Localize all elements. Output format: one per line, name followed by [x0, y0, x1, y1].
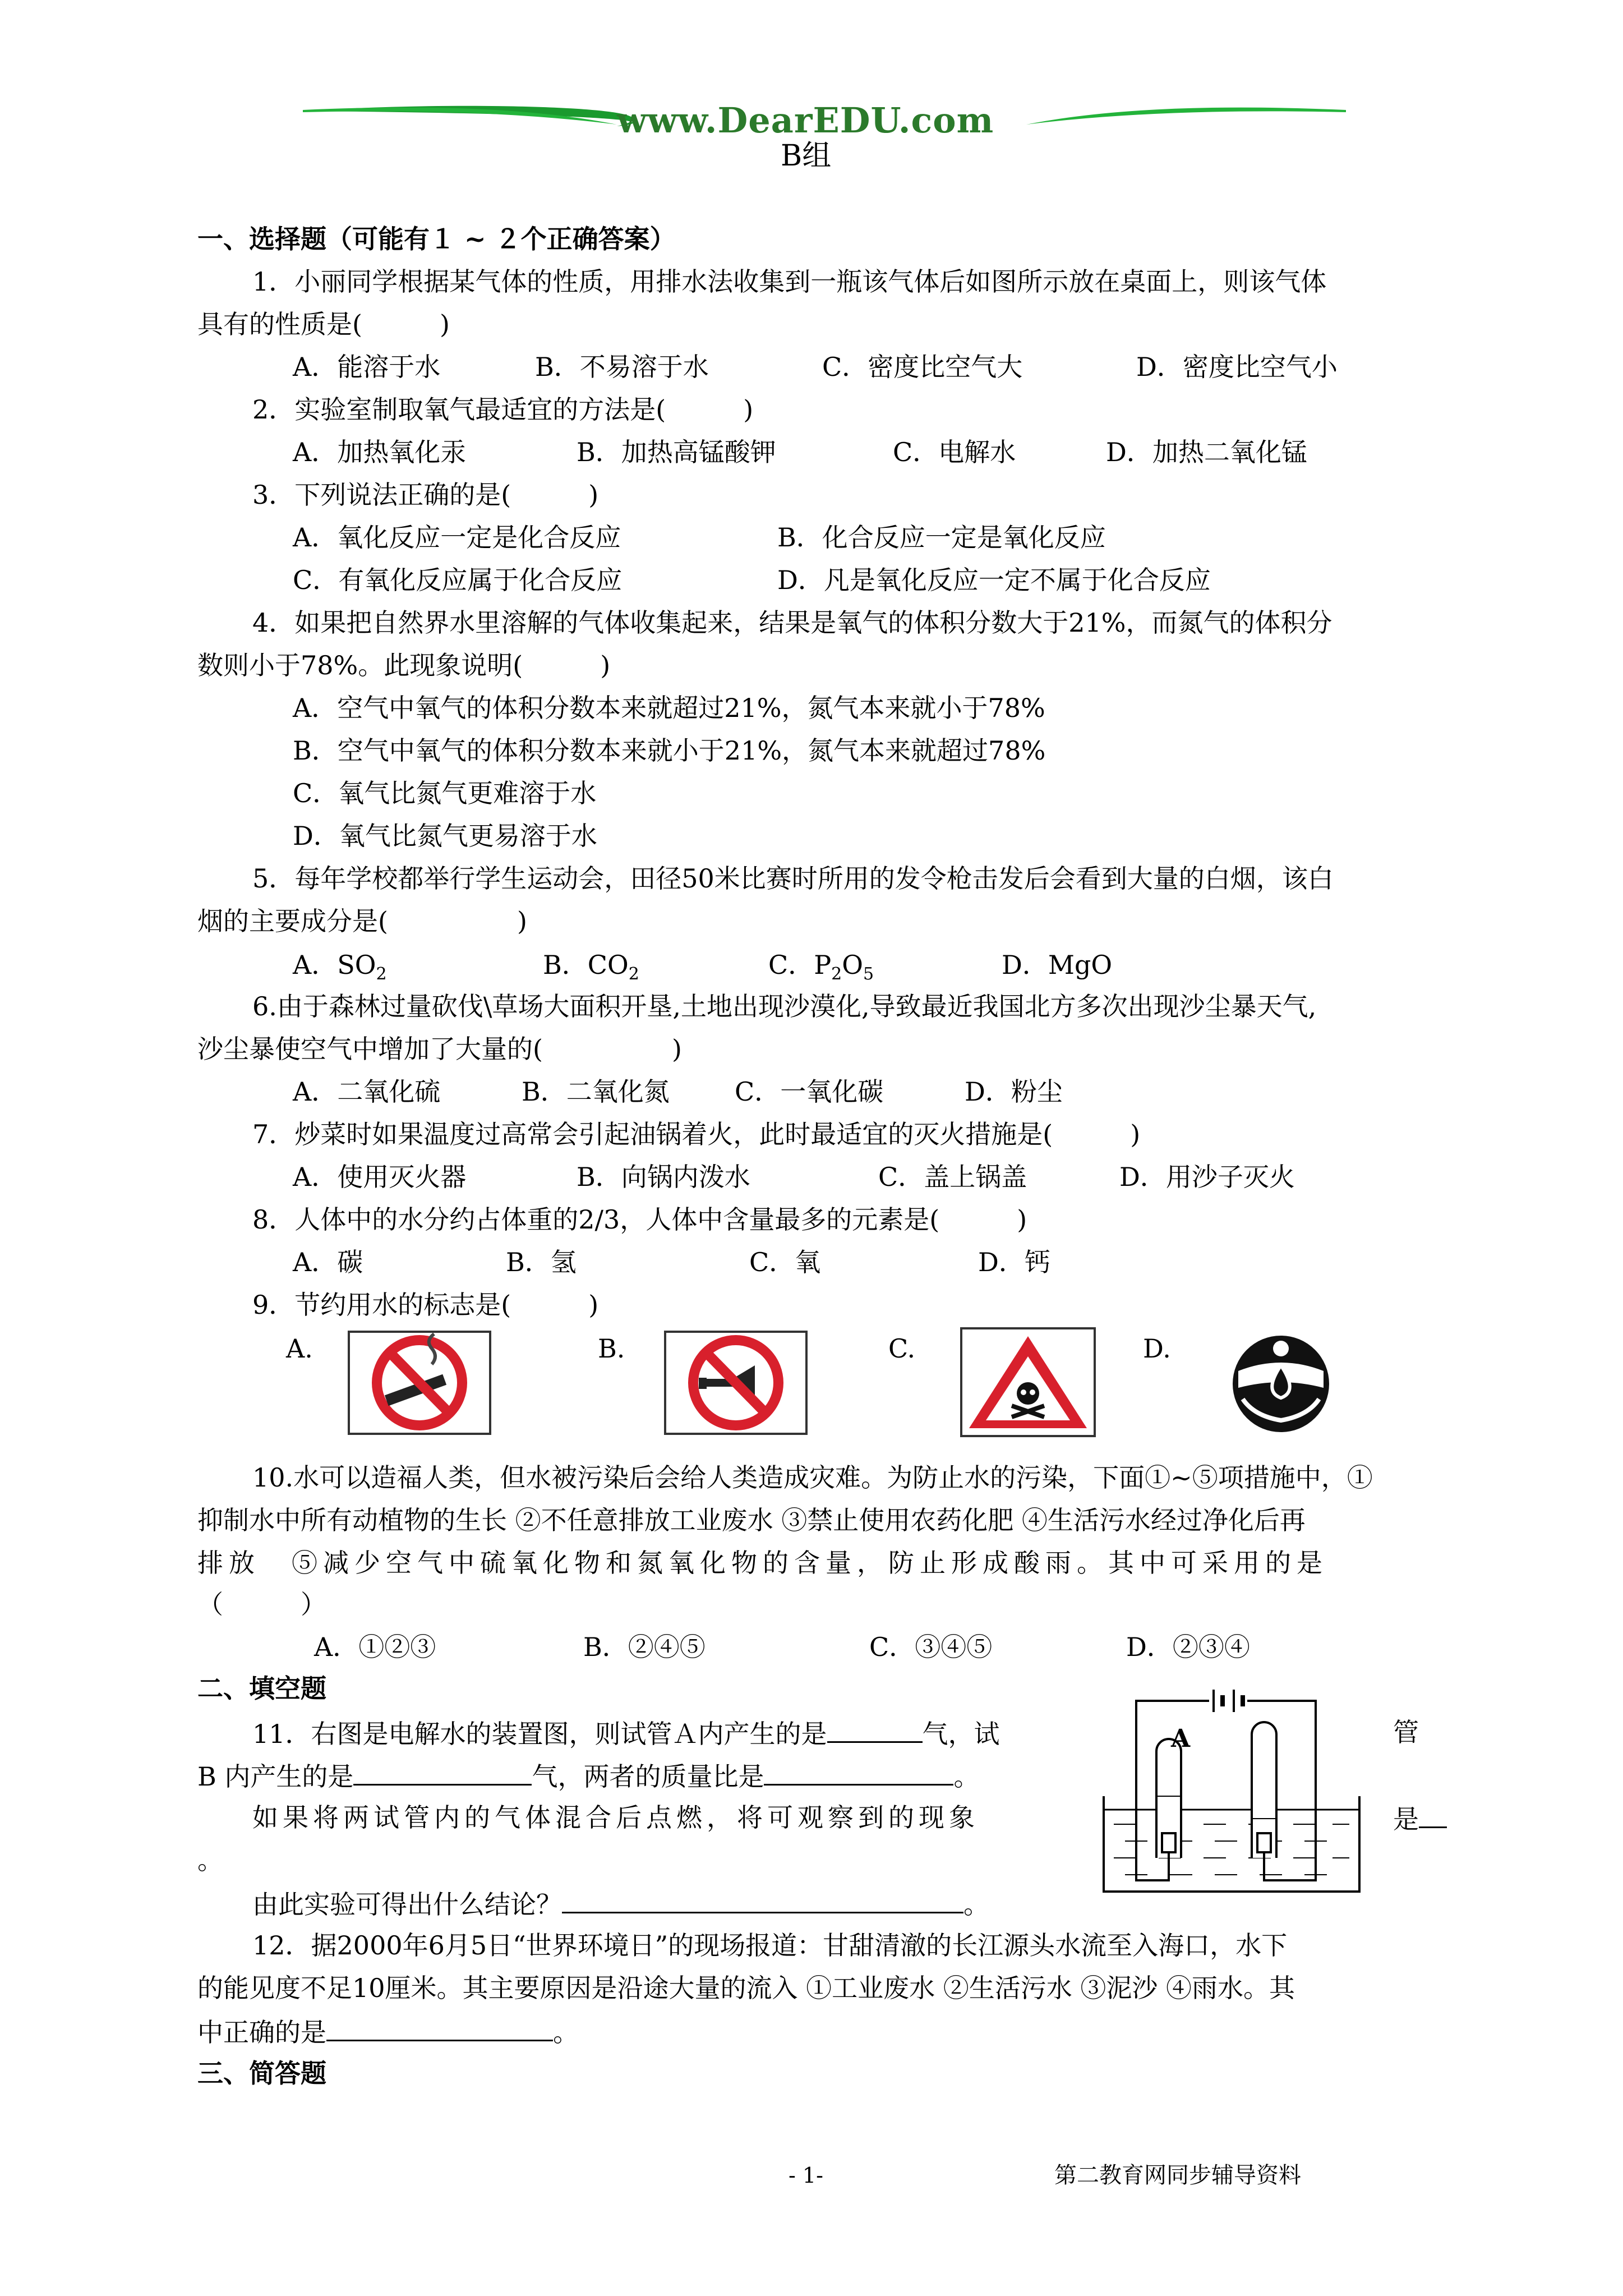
- q1-option-b: B．不易溶于水: [535, 352, 709, 382]
- q10-line-4: （ ）: [197, 1589, 326, 1619]
- q3-stem: 3．下列说法正确的是( ): [252, 480, 599, 510]
- q3-option-a: A．氧化反应一定是化合反应: [293, 522, 621, 553]
- q7-option-c: C．盖上锅盖: [878, 1162, 1027, 1192]
- q6-option-c: C．一氧化碳: [735, 1076, 884, 1107]
- q7-option-b: B．向锅内泼水: [577, 1162, 750, 1192]
- q10-option-d: D．②③④: [1126, 1632, 1250, 1662]
- q1-option-d: D．密度比空气小: [1136, 352, 1338, 382]
- figure-label-a: A: [1171, 1724, 1191, 1753]
- water-saving-sign-icon: [1226, 1332, 1336, 1436]
- q4-option-c: C．氧气比氮气更难溶于水: [293, 778, 597, 808]
- page-number: - 1-: [789, 2163, 823, 2188]
- q6-option-d: D．粉尘: [965, 1076, 1063, 1107]
- group-title: B组: [781, 139, 832, 173]
- q5-option-d: D．MgO: [1002, 950, 1113, 980]
- section-3-heading: 三、简答题: [197, 2058, 326, 2088]
- q5-option-c: C．$P_2O_5$: [768, 950, 874, 984]
- q11-blank-ratio[interactable]: [764, 1758, 953, 1786]
- q12-line-1: 12．据2000年6月5日“世界环境日”的现场报道：甘甜清澈的长江源头水流至入海口，水下: [252, 1930, 1288, 1961]
- q6-stem-1: 6.由于森林过量砍伐\草场大面积开垦,土地出现沙漠化,导致最近我国北方多次出现沙尘暴天气,: [252, 991, 1317, 1022]
- q5-option-a: A．$SO_2$: [293, 950, 387, 984]
- q6-option-a: A．二氧化硫: [293, 1076, 441, 1107]
- q9-option-d-label: D.: [1143, 1333, 1171, 1364]
- q3-option-b: B．化合反应一定是氧化反应: [777, 522, 1106, 553]
- q11-line-5: 由此实验可得出什么结论？ 。: [252, 1886, 989, 1921]
- q1-option-c: C．密度比空气大: [822, 352, 1023, 382]
- toxic-warning-sign-icon: [960, 1327, 1096, 1437]
- q11-blank-phenomenon[interactable]: [1419, 1801, 1447, 1828]
- q9-option-a-label: A.: [286, 1333, 313, 1364]
- q7-option-a: A．使用灭火器: [293, 1162, 467, 1192]
- section-1-heading: 一、选择题（可能有１ ~ ２个正确答案）: [197, 224, 676, 254]
- q7-option-d: D．用沙子灭火: [1119, 1162, 1295, 1192]
- q2-option-c: C．电解水: [893, 437, 1016, 467]
- electrolysis-apparatus-figure: [1103, 1690, 1361, 1903]
- q8-stem: 8．人体中的水分约占体重的2/3，人体中含量最多的元素是( ): [252, 1204, 1027, 1235]
- q11-line-3: 如果将两试管内的气体混合后点燃，将可观察到的现象: [252, 1802, 979, 1833]
- q10-line-3: 排放 ⑤减少空气中硫氧化物和氮氧化物的含量，防止形成酸雨。其中可采用的是: [197, 1548, 1328, 1578]
- q10-option-b: B．②④⑤: [583, 1632, 706, 1662]
- q8-option-c: C．氧: [749, 1247, 821, 1277]
- q11-blank-a[interactable]: [827, 1715, 923, 1743]
- q10-option-c: C．③④⑤: [869, 1632, 993, 1662]
- q4-option-b: B．空气中氧气的体积分数本来就小于21%，氮气本来就超过78%: [293, 735, 1046, 766]
- site-logo: www.DearEDU.com: [617, 100, 994, 141]
- q8-option-b: B．氢: [506, 1247, 577, 1277]
- q5-stem-2: 烟的主要成分是( ): [197, 906, 527, 936]
- q5-option-b: B．$CO_2$: [543, 950, 639, 984]
- q6-stem-2: 沙尘暴使空气中增加了大量的( ): [197, 1034, 682, 1064]
- q1-stem-2: 具有的性质是( ): [197, 309, 450, 339]
- q4-option-a: A．空气中氧气的体积分数本来就超过21%，氮气本来就小于78%: [293, 693, 1045, 723]
- q3-option-c: C．有氧化反应属于化合反应: [293, 565, 623, 595]
- q5-stem-1: 5．每年学校都举行学生运动会，田径50米比赛时所用的发令枪击发后会看到大量的白烟，该白: [252, 863, 1334, 894]
- q7-stem: 7．炒菜时如果温度过高常会引起油锅着火，此时最适宜的灭火措施是( ): [252, 1119, 1141, 1149]
- q9-option-c-label: C.: [888, 1333, 916, 1364]
- q3-option-d: D．凡是氧化反应一定不属于化合反应: [777, 565, 1211, 595]
- q12-blank-answer[interactable]: [326, 2014, 553, 2041]
- q9-option-b-label: B.: [598, 1333, 625, 1364]
- q10-option-a: A．①②③: [314, 1632, 436, 1662]
- footer-source: 第二教育网同步辅导资料: [1054, 2162, 1301, 2188]
- q11-blank-conclusion[interactable]: [562, 1886, 963, 1913]
- q2-stem: 2．实验室制取氧气最适宜的方法是( ): [252, 394, 754, 425]
- q12-line-2: 的能见度不足10厘米。其主要原因是沿途大量的流入 ①工业废水 ②生活污水 ③泥沙 ④雨水。其: [197, 1973, 1295, 2003]
- q10-line-2: 抑制水中所有动植物的生长 ②不任意排放工业废水 ③禁止使用农药化肥 ④生活污水经过净化后再: [197, 1505, 1306, 1535]
- q2-option-d: D．加热二氧化锰: [1106, 437, 1307, 467]
- q11-line-3-end: 是: [1393, 1801, 1447, 1836]
- q11-line-1: 11．右图是电解水的装置图，则试管Ａ内产生的是 气，试: [252, 1715, 1000, 1751]
- q11-line-2: B 内产生的是 气，两者的质量比是 。: [197, 1758, 979, 1793]
- q1-option-a: A．能溶于水: [293, 352, 441, 382]
- no-smoking-sign-icon: [348, 1331, 491, 1435]
- q8-option-a: A．碳: [293, 1247, 363, 1277]
- q12-line-3: 中正确的是 。: [197, 2014, 579, 2049]
- q8-option-d: D．钙: [978, 1247, 1050, 1277]
- q1-stem-1: 1．小丽同学根据某气体的性质，用排水法收集到一瓶该气体后如图所示放在桌面上，则该气体: [252, 266, 1327, 297]
- q6-option-b: B．二氧化氮: [522, 1076, 670, 1107]
- q2-option-a: A．加热氧化汞: [293, 437, 467, 467]
- q11-blank-b[interactable]: [353, 1758, 532, 1786]
- section-2-heading: 二、填空题: [197, 1673, 326, 1704]
- q2-option-b: B．加热高锰酸钾: [577, 437, 776, 467]
- q11-line-1-end: 管: [1393, 1717, 1419, 1747]
- q4-stem-1: 4．如果把自然界水里溶解的气体收集起来，结果是氧气的体积分数大于21%，而氮气的体积分: [252, 608, 1332, 638]
- q4-stem-2: 数则小于78%。此现象说明( ): [197, 650, 611, 680]
- q4-option-d: D．氧气比氮气更易溶于水: [293, 821, 597, 851]
- q9-stem: 9．节约用水的标志是( ): [252, 1290, 599, 1320]
- q11-line-4: 。: [197, 1845, 223, 1875]
- no-horn-sign-icon: [664, 1331, 808, 1435]
- q10-line-1: 10.水可以造福人类，但水被污染后会给人类造成灾难。为防止水的污染，下面①~⑤项措施中，①: [252, 1462, 1373, 1493]
